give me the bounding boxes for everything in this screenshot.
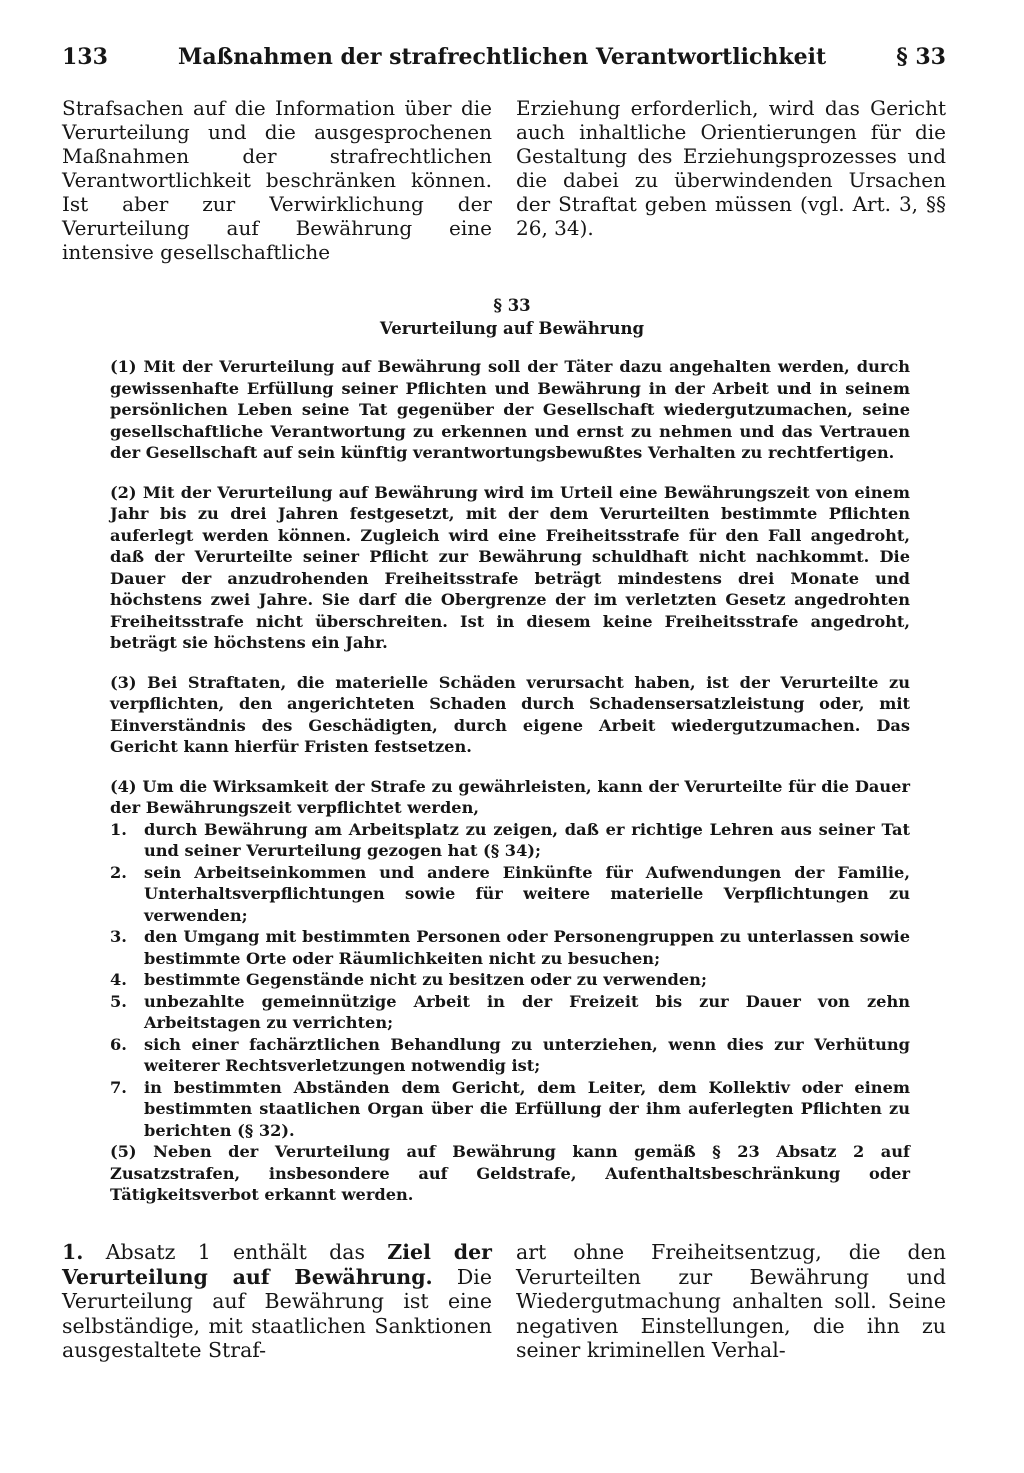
running-section: § 33 — [896, 44, 946, 70]
commentary-number: 1. — [62, 1240, 84, 1264]
list-item: 4. bestimmte Gegenstände nicht zu besitzen oder zu verwenden; — [110, 970, 707, 989]
list-item: 6. sich einer fachärztlichen Behandlung zu unterziehen, wenn dies zur Verhütung weiterer Rechtsverletzungen notwendig ist; — [110, 1034, 910, 1075]
law-paragraph-3: (3) Bei Straftaten, die materielle Schäden verursacht haben, ist der Verurteilte zu verpflichten, den angerichteten Schaden durch Schadensersatzleistung oder, mit Einverständnis des Geschädigten, durch eigene Arbeit wiedergutzumachen. Das Gericht kann hierfür Fristen festsetzen. — [110, 672, 910, 756]
list-item: 3. den Umgang mit bestimmten Personen oder Personengruppen zu unterlassen sowie bestimmte Orte oder Räumlichkeiten nicht zu besuchen; — [110, 927, 910, 968]
law-paragraph-4: (4) Um die Wirksamkeit der Strafe zu gewährleisten, kann der Verurteilte für die Dauer der Bewährungszeit verpflichtet werden, — [110, 776, 910, 817]
law-paragraph-2: (2) Mit der Verurteilung auf Bewährung wird im Urteil eine Bewährungszeit von einem Jahr bis zu drei Jahren festgesetzt, mit der dem Verurteilten bestimmte Pflichten auferlegt werden können. Zugleich wird eine Freiheitsstrafe für den Fall angedroht, daß der Verurteilte seiner Pflicht zur Bewährung schuldhaft nicht nachkommt. Die Dauer der anzudrohenden Freiheitsstrafe beträgt mindestens drei Monate und höchstens zwei Jahre. Sie darf die Obergrenze der im verletzten Gesetz angedrohten Freiheitsstrafe nicht überschreiten. Ist in diesem keine Freiheitsstrafe angedroht, beträgt sie höchstens ein Jahr. — [110, 482, 910, 652]
law-text — [110, 356, 910, 1224]
commentary-left-column — [62, 1240, 492, 1363]
law-section-number: § 33 — [493, 296, 531, 315]
law-section-title: Verurteilung auf Bewährung — [379, 319, 645, 338]
top-right-column: Erziehung erforderlich, wird das Gericht auch inhaltliche Orientierungen für die Gestaltung des Erziehungsprozesses und die dabei zu überwindenden Ursachen der Straftat geben müssen (vgl. Art. 3, §§ 26, 34). — [516, 96, 946, 240]
law-paragraph-5: (5) Neben der Verurteilung auf Bewährung kann gemäß § 23 Absatz 2 auf Zusatzstrafen, insbesondere auf Geldstrafe, Aufenthaltsbeschränkung oder Tätigkeitsverbot erkannt werden. — [110, 1142, 910, 1204]
commentary-lead: Absatz 1 enthält das — [105, 1240, 365, 1264]
commentary-columns — [62, 1240, 946, 1363]
commentary-emphasis: Ziel der Verurteilung auf Bewährung. — [62, 1240, 492, 1289]
list-item: 5. unbezahlte gemeinnützige Arbeit in der Freizeit bis zur Dauer von zehn Arbeitstagen zu verrichten; — [110, 991, 910, 1032]
commentary-left-text: Die Verurteilung auf Bewährung ist eine selbständige, mit staatlichen Sanktionen ausgestaltete Straf- — [62, 1264, 492, 1362]
law-obligation-list — [110, 819, 910, 1142]
page-header — [62, 44, 946, 78]
list-item: 7. in bestimmten Abständen dem Gericht, dem Leiter, dem Kollektiv oder einem bestimmten staatlichen Organ über die Erfüllung der ihm auferlegten Pflichten zu berichten (§ 32). — [110, 1077, 910, 1140]
top-text-columns — [62, 96, 946, 264]
commentary-right-column: art ohne Freiheitsentzug, die den Verurteilten zur Bewährung und Wiedergutmachung anhalten soll. Seine negativen Einstellungen, die ihn zu seiner kriminellen Verhal- — [516, 1240, 946, 1362]
list-item: 2. sein Arbeitseinkommen und andere Einkünfte für Aufwendungen der Familie, Unterhaltsverpflichtungen sowie für weitere materielle Verpflichtungen zu verwenden; — [110, 862, 910, 925]
law-paragraph-1: (1) Mit der Verurteilung auf Bewährung soll der Täter dazu angehalten werden, durch gewissenhafte Erfüllung seiner Pflichten und Bewährung in der Arbeit und in seinem persönlichen Leben seine Tat gegenüber der Gesellschaft wiedergutzumachen, seine gesellschaftliche Verantwortung zu erkennen und ernst zu nehmen und das Vertrauen der Gesellschaft auf sein künftig verantwortungsbewußtes Verhalten zu rechtfertigen. — [110, 357, 910, 462]
running-title: Maßnahmen der strafrechtlichen Verantwortlichkeit — [177, 44, 827, 70]
page-number: 133 — [62, 44, 108, 70]
law-heading — [0, 294, 1024, 340]
top-left-column: Strafsachen auf die Information über die Verurteilung und die ausgesprochenen Maßnahmen der strafrechtlichen Verantwortlichkeit beschränken können. Ist aber zur Verwirklichung der Verurteilung auf Bewährung eine intensive gesellschaftliche — [62, 96, 492, 264]
list-item: 1. durch Bewährung am Arbeitsplatz zu zeigen, daß er richtige Lehren aus seiner Tat und seiner Verurteilung gezogen hat (§ 34); — [110, 819, 910, 860]
